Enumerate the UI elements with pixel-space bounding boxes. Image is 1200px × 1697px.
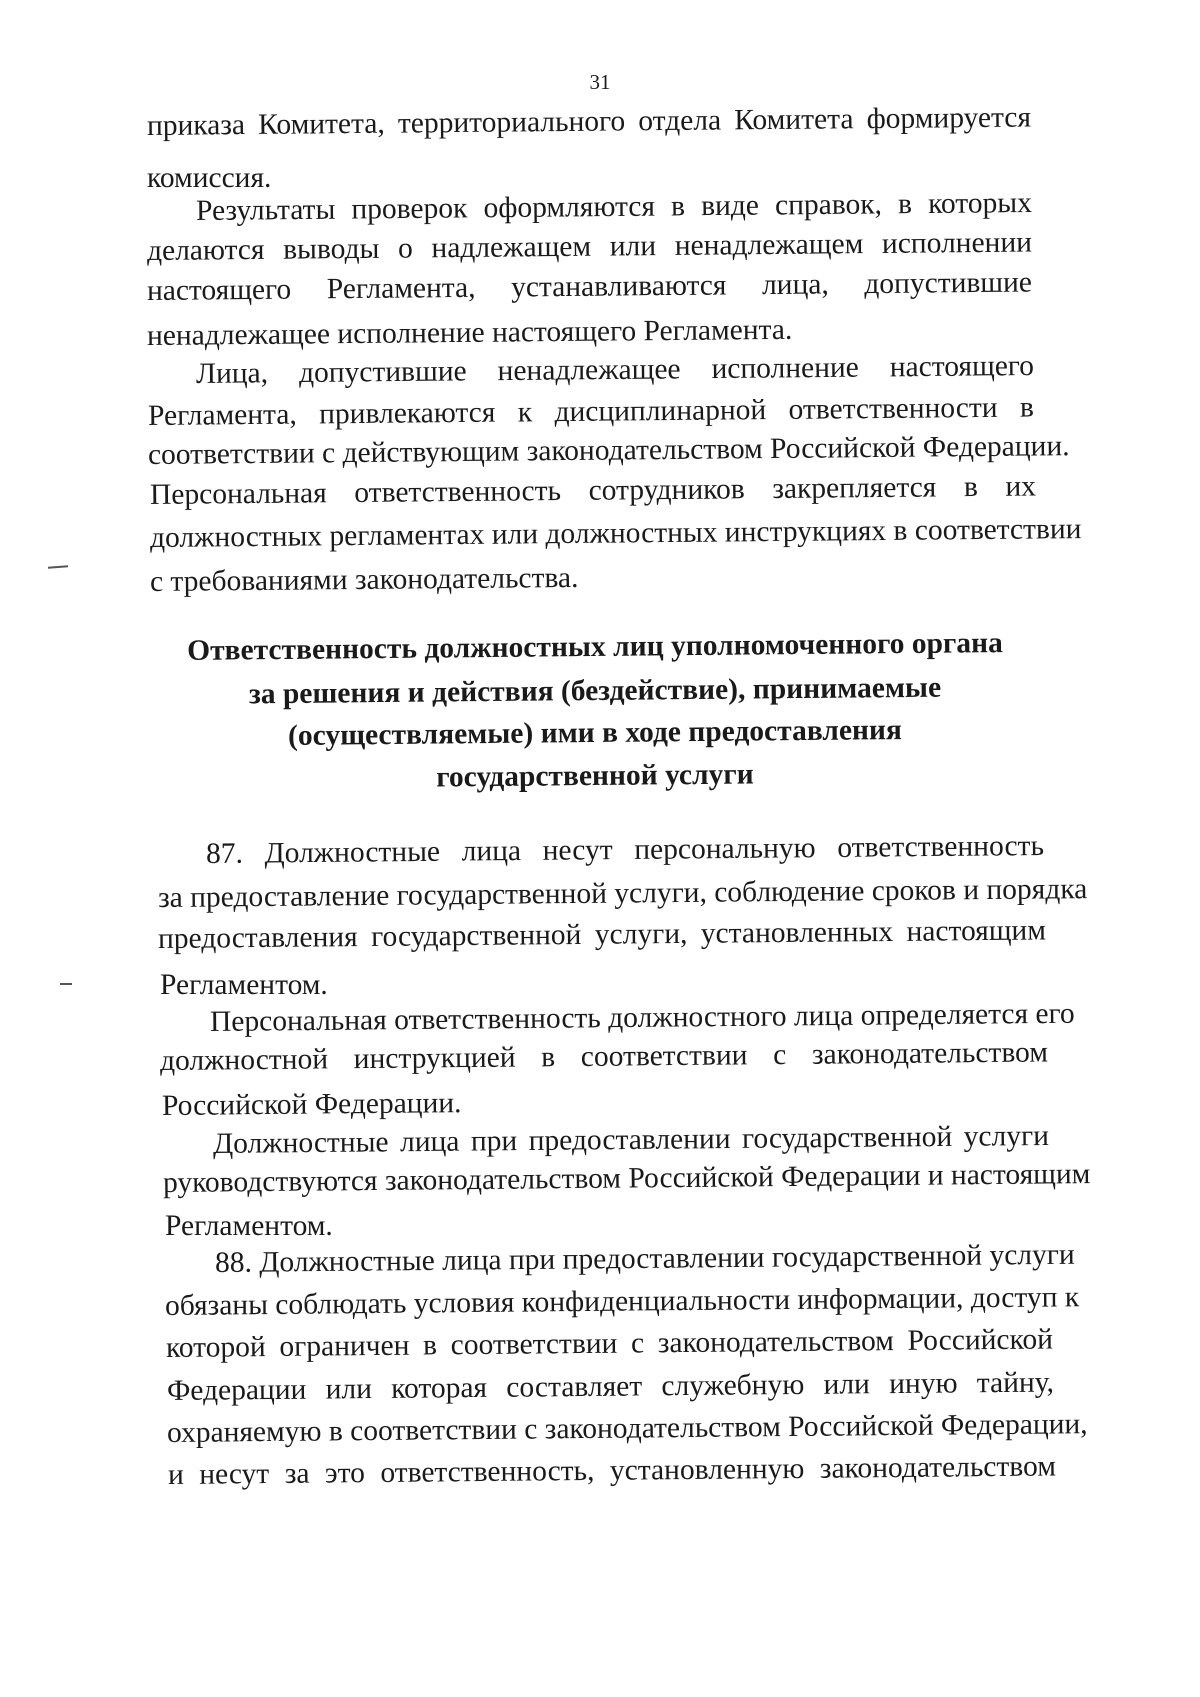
word: ответственности <box>788 391 998 426</box>
word: должностной <box>159 1043 329 1077</box>
word: с <box>772 1038 787 1072</box>
word: в <box>963 471 978 504</box>
text-line <box>160 1034 1048 1079</box>
text-line: Российской Федерации. <box>161 1087 462 1122</box>
word: справок, <box>774 188 883 222</box>
word: Российской <box>907 1323 1054 1357</box>
word: сотрудников <box>588 473 745 507</box>
word: проверок <box>351 192 468 226</box>
word: Результаты <box>195 193 336 227</box>
word: надлежащем <box>431 230 592 265</box>
word: услуги, <box>594 917 688 951</box>
word: приказа <box>146 109 246 142</box>
text-line: ненадлежащее исполнение настоящего Регламента. <box>146 313 793 352</box>
word: с <box>630 1327 645 1360</box>
word: государственной <box>741 1120 953 1155</box>
word: их <box>1005 470 1037 503</box>
word: Комитета <box>734 103 854 137</box>
text-line <box>196 185 1032 229</box>
text-line <box>147 265 1032 309</box>
text-line <box>206 828 1044 872</box>
text-line <box>147 100 1031 144</box>
word: которой <box>165 1331 266 1364</box>
word: 87. <box>205 837 244 870</box>
word: ответственность <box>837 829 1045 864</box>
word: законодательством <box>811 1036 1049 1071</box>
text-line: с требованиями законодательства. <box>149 561 579 598</box>
text-line <box>196 348 1034 392</box>
word: виде <box>700 189 760 223</box>
text-line <box>168 1448 1056 1493</box>
word: оформляются <box>483 190 656 225</box>
word: ненадлежащее <box>497 353 681 388</box>
word: услуги <box>963 1119 1050 1153</box>
word: и <box>167 1458 184 1491</box>
word: исполнение <box>711 351 859 386</box>
word: выводы <box>282 232 380 266</box>
word: Федерации <box>166 1373 307 1407</box>
word: иную <box>889 1367 958 1401</box>
text-line <box>158 912 1046 957</box>
page-number: 31 <box>589 70 611 94</box>
word: Комитета, <box>258 107 385 141</box>
word: соответствии <box>450 1327 618 1362</box>
word: это <box>324 1457 366 1490</box>
word: законодательством <box>657 1325 895 1360</box>
word: настоящим <box>906 914 1047 948</box>
word: персональную <box>634 832 816 866</box>
section-heading-line: за решения и действия (бездействие), принимаемые <box>248 671 942 711</box>
word: территориального <box>397 105 626 140</box>
word: ненадлежащем <box>674 228 864 262</box>
word: Персональная <box>149 477 327 511</box>
word: привлекаются <box>319 396 496 431</box>
word: делаются <box>146 233 265 267</box>
word: о <box>397 232 413 265</box>
word: исполнении <box>881 226 1033 260</box>
word: лица <box>399 1125 460 1159</box>
word: допустившие <box>864 266 1033 301</box>
section-heading-line: (осуществляемые) ими в ходе предоставления <box>287 714 903 752</box>
word: в <box>670 190 686 223</box>
word: которых <box>927 186 1033 220</box>
text-line: охраняемую в соответствии с законодательством Российской Федерации, <box>166 1408 1088 1449</box>
word: Регламента, <box>147 398 297 432</box>
text-line <box>147 225 1032 269</box>
word: служебную <box>661 1368 805 1403</box>
word: составляет <box>506 1370 643 1404</box>
word: формируется <box>866 101 1032 136</box>
word: ответственность, <box>380 1454 595 1489</box>
section-heading-line: государственной услуги <box>436 758 754 794</box>
margin-mark <box>60 983 72 985</box>
word: в <box>897 188 913 221</box>
text-line: обязаны соблюдать условия конфиденциальности информации, доступ к <box>164 1281 1080 1322</box>
word: Должностные <box>264 835 441 870</box>
text-line <box>167 1364 1054 1409</box>
word: установленную <box>609 1452 805 1487</box>
word: лица, <box>761 268 829 302</box>
word: предоставления <box>157 921 358 955</box>
text-line <box>213 1118 1049 1162</box>
word: допустившие <box>298 355 467 390</box>
text-line: Регламентом. <box>165 1210 333 1242</box>
word: или <box>823 1368 871 1401</box>
word: тайну, <box>976 1366 1055 1400</box>
text-line: руководствуются законодательством Российской Федерации и настоящим <box>162 1158 1091 1199</box>
text-line: комиссия. <box>147 162 272 194</box>
word: настоящего <box>146 273 292 307</box>
text-line <box>166 1321 1053 1366</box>
word: несут <box>542 834 613 867</box>
text-line: за предоставление государственной услуги, соблюдение сроков и порядка <box>157 873 1088 914</box>
word: в <box>1019 391 1035 424</box>
word: за <box>284 1457 310 1490</box>
word: соответствии <box>580 1039 748 1073</box>
word: инструкцией <box>353 1041 516 1076</box>
word: или <box>609 230 657 263</box>
text-line: Регламентом. <box>160 969 328 1001</box>
word: лица <box>461 834 522 868</box>
text-line: должностных регламентах или должностных инструкциях в соответствии <box>149 513 1082 554</box>
text-line: Персональная ответственность должностного лица определяется его <box>209 997 1075 1038</box>
word: законодательством <box>819 1450 1057 1485</box>
word: в <box>422 1329 438 1362</box>
word: настоящего <box>889 349 1035 384</box>
word: к <box>517 396 533 429</box>
margin-mark <box>48 565 68 568</box>
word: закрепляется <box>772 471 937 506</box>
word: Регламента, <box>326 271 476 306</box>
word: государственной <box>370 918 582 953</box>
word: отдела <box>638 104 722 138</box>
section-heading-line: Ответственность должностных лиц уполномоченного органа <box>187 627 1003 667</box>
word: установленных <box>700 915 894 950</box>
word: устанавливаются <box>510 269 727 304</box>
word: несут <box>199 1458 270 1491</box>
text-line: 88. Должностные лица при предоставлении государственной услуги <box>214 1238 1075 1279</box>
text-line <box>150 468 1036 513</box>
word: Должностные <box>212 1126 389 1160</box>
word: при <box>470 1125 518 1158</box>
word: ответственность <box>354 475 562 510</box>
word: или <box>325 1373 373 1406</box>
word: которая <box>391 1371 488 1405</box>
word: дисциплинарной <box>554 394 767 429</box>
text-line: соответствии с действующим законодательством Российской Федерации. <box>147 430 1070 471</box>
word: ограничен <box>279 1329 410 1363</box>
word: Лица, <box>195 357 269 390</box>
word: в <box>541 1041 556 1074</box>
word: предоставлении <box>528 1123 731 1157</box>
text-line <box>148 389 1034 434</box>
